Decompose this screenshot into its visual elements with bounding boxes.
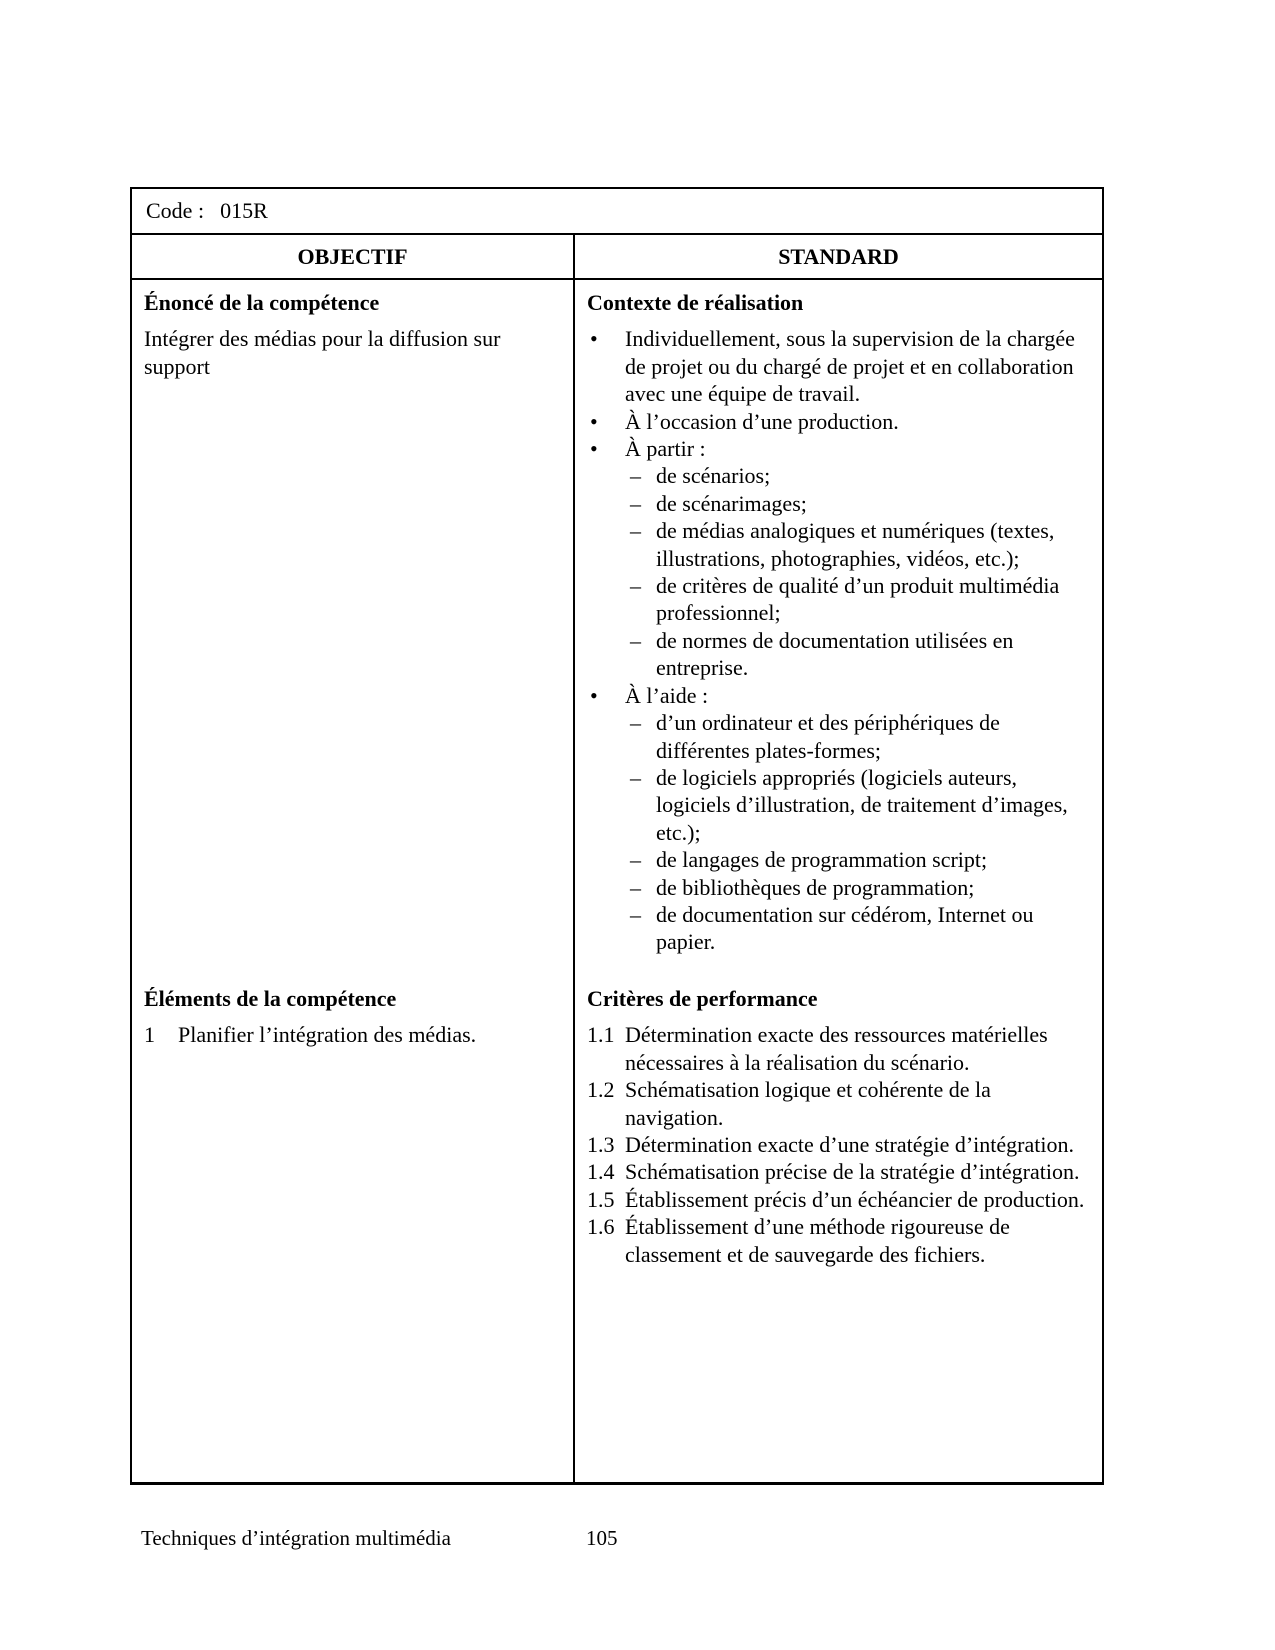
objectif-cell [132,280,575,1482]
context-bullet-item [587,435,1086,462]
table-header-row [132,235,1102,280]
enonce-body: Intégrer des médias pour la diffusion sur support [144,326,501,379]
enonce-section [144,289,557,985]
bullet-marker-icon: • [590,436,598,462]
criteria-text: Schématisation précise de la stratégie d’intégration. [625,1159,1080,1185]
criteria-text: Établissement d’une méthode rigoureuse de classement et de sauvegarde des fichiers. [625,1214,1010,1267]
bullet-text: À l’occasion d’une production. [625,408,899,434]
context-sub-item [587,709,1086,764]
element-text: Planifier l’intégration des médias. [178,1022,477,1048]
sub-item-text: de logiciels appropriés (logiciels auteurs, logiciels d’illustration, de traitement d’images, etc.); [656,764,1068,845]
bullet-text: Individuellement, sous la supervision de la chargée de projet ou du chargé de projet et en collaboration avec une équipe de travail. [625,326,1075,407]
sub-item-text: de normes de documentation utilisées en entreprise. [656,627,1014,681]
bullet-marker-icon: • [590,682,598,708]
dash-marker-icon: – [630,518,641,544]
dash-marker-icon: – [630,490,641,516]
sub-item-text: de scénarimages; [656,490,807,516]
bullet-marker-icon: • [590,326,598,352]
elements-section [144,985,557,1049]
sub-item-text: de langages de programmation script; [656,847,988,873]
criteria-text: Détermination exacte des ressources matérielles nécessaires à la réalisation du scénario. [625,1022,1048,1075]
code-value: 015R [220,198,268,223]
bullet-text: À partir : [625,436,706,462]
context-sub-item [587,764,1086,846]
footer-page-number: 105 [586,1526,618,1550]
criteria-item [587,1076,1086,1131]
contexte-section [587,289,1086,985]
column-header-standard: STANDARD [778,243,899,269]
criteria-number: 1.3 [587,1132,615,1158]
criteria-number: 1.4 [587,1159,615,1185]
criteria-number: 1.5 [587,1186,615,1212]
dash-marker-icon: – [630,874,641,900]
criteres-title: Critères de performance [587,986,818,1011]
dash-marker-icon: – [630,710,641,736]
dash-marker-icon: – [630,764,641,790]
dash-marker-icon: – [630,901,641,927]
context-bullet-list [587,325,1086,955]
sub-item-text: de critères de qualité d’un produit multimédia professionnel; [656,573,1060,626]
code-row [132,189,1102,235]
criteria-number: 1.6 [587,1214,615,1240]
criteria-item [587,1131,1086,1158]
criteria-text: Schématisation logique et cohérente de la navigation. [625,1077,991,1130]
sub-item-text: d’un ordinateur et des périphériques de différentes plates-formes; [656,710,1000,763]
criteria-item [587,1021,1086,1076]
enonce-title: Énoncé de la compétence [144,290,380,315]
context-bullet-item [587,325,1086,407]
context-sub-item [587,462,1086,489]
sub-item-text: de scénarios; [656,463,771,489]
context-sub-item [587,846,1086,873]
context-sub-item [587,572,1086,627]
standard-cell [575,280,1102,1482]
context-sub-item [587,901,1086,956]
criteria-number: 1.2 [587,1077,615,1103]
contexte-title: Contexte de réalisation [587,290,804,315]
criteria-list [587,1021,1086,1268]
criteria-text: Établissement précis d’un échéancier de production. [625,1186,1085,1212]
table-body-row [132,280,1102,1482]
sub-item-text: de bibliothèques de programmation; [656,874,975,900]
bullet-text: À l’aide : [625,682,709,708]
context-bullet-item [587,682,1086,709]
context-sub-item [587,874,1086,901]
context-sub-item [587,627,1086,682]
dash-marker-icon: – [630,463,641,489]
criteria-item [587,1213,1086,1268]
context-sub-item [587,490,1086,517]
criteria-item [587,1158,1086,1185]
footer-document-title: Techniques d’intégration multimédia [141,1526,451,1550]
sub-item-text: de documentation sur cédérom, Internet ou papier. [656,901,1034,955]
elements-list [144,1021,557,1048]
criteria-item [587,1186,1086,1213]
code-label: Code : [146,198,205,223]
elements-title: Éléments de la compétence [144,986,397,1011]
criteres-section [587,985,1086,1268]
context-sub-item [587,517,1086,572]
column-header-objectif: OBJECTIF [132,235,575,278]
criteria-text: Détermination exacte d’une stratégie d’intégration. [625,1132,1074,1158]
bullet-marker-icon: • [590,408,598,434]
dash-marker-icon: – [630,573,641,599]
competency-table [130,187,1104,1485]
element-item [144,1021,557,1048]
criteria-number: 1.1 [587,1022,615,1048]
element-number: 1 [144,1022,155,1048]
context-bullet-item [587,408,1086,435]
dash-marker-icon: – [630,627,641,653]
dash-marker-icon: – [630,847,641,873]
sub-item-text: de médias analogiques et numériques (textes, illustrations, photographies, vidéos, etc.); [656,518,1055,571]
